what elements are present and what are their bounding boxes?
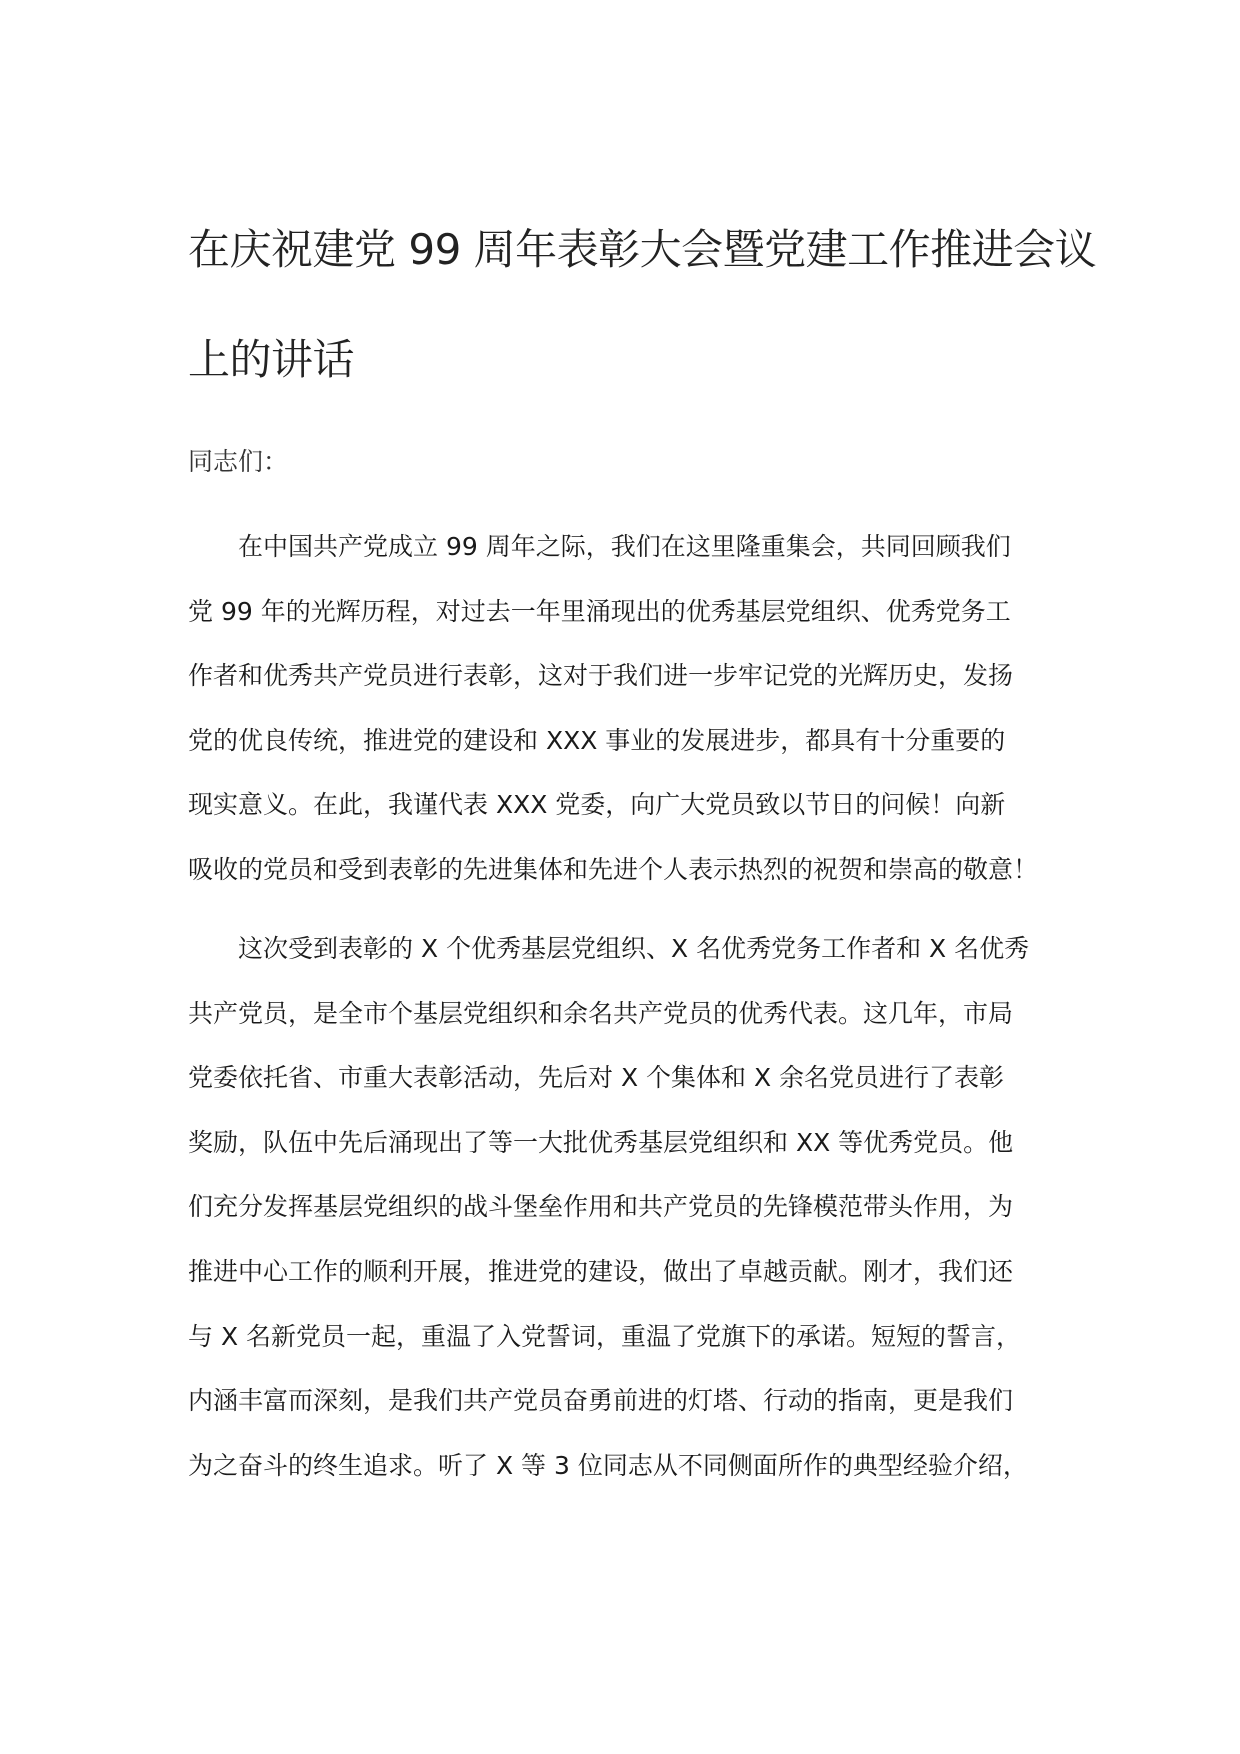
paragraph-1-line: 作者和优秀共产党员进行表彰，这对于我们进一步牢记党的光辉历史，发扬	[188, 661, 1014, 691]
paragraph-2-line: 党委依托省、市重大表彰活动，先后对 X 个集体和 X 余名党员进行了表彰	[188, 1063, 1005, 1093]
paragraph-2-line: 内涵丰富而深刻，是我们共产党员奋勇前进的灯塔、行动的指南，更是我们	[188, 1386, 1014, 1416]
paragraph-1-line: 党 99 年的光辉历程，对过去一年里涌现出的优秀基层党组织、优秀党务工	[188, 596, 1011, 626]
paragraph-1-line: 现实意义。在此，我谨代表 XXX 党委，向广大党员致以节日的问候！向新	[188, 790, 1006, 820]
paragraph-2-line: 这次受到表彰的 X 个优秀基层党组织、X 名优秀党务工作者和 X 名优秀	[238, 934, 1030, 963]
salutation: 同志们：	[188, 447, 289, 476]
paragraph-2-line: 们充分发挥基层党组织的战斗堡垒作用和共产党员的先锋模范带头作用，为	[188, 1192, 1014, 1222]
paragraph-2-line: 与 X 名新党员一起，重温了入党誓词，重温了党旗下的承诺。短短的誓言，	[188, 1321, 1022, 1351]
paragraph-2-line: 推进中心工作的顺利开展，推进党的建设，做出了卓越贡献。刚才，我们还	[188, 1256, 1014, 1286]
document-title	[188, 195, 1097, 415]
title-line-2: 上的讲话	[188, 335, 355, 384]
paragraph-1-line: 党的优良传统，推进党的建设和 XXX 事业的发展进步，都具有十分重要的	[188, 725, 1006, 755]
title-line-1: 在庆祝建党 99 周年表彰大会暨党建工作推进会议	[188, 225, 1097, 274]
paragraph-2-line: 奖励，队伍中先后涌现出了等一大批优秀基层党组织和 XX 等优秀党员。他	[188, 1127, 1014, 1157]
paragraph-2-line: 为之奋斗的终生追求。听了 X 等 3 位同志从不同侧面所作的典型经验介绍，	[188, 1450, 1028, 1480]
paragraph-2	[188, 917, 1068, 1498]
paragraph-1-line: 吸收的党员和受到表彰的先进集体和先进个人表示热烈的祝贺和崇高的敬意！	[188, 854, 1039, 884]
paragraph-2-line: 共产党员，是全市个基层党组织和余名共产党员的优秀代表。这几年，市局	[188, 998, 1014, 1028]
paragraph-1	[188, 515, 1068, 903]
paragraph-1-line: 在中国共产党成立 99 周年之际，我们在这里隆重集会，共同回顾我们	[238, 532, 1011, 561]
